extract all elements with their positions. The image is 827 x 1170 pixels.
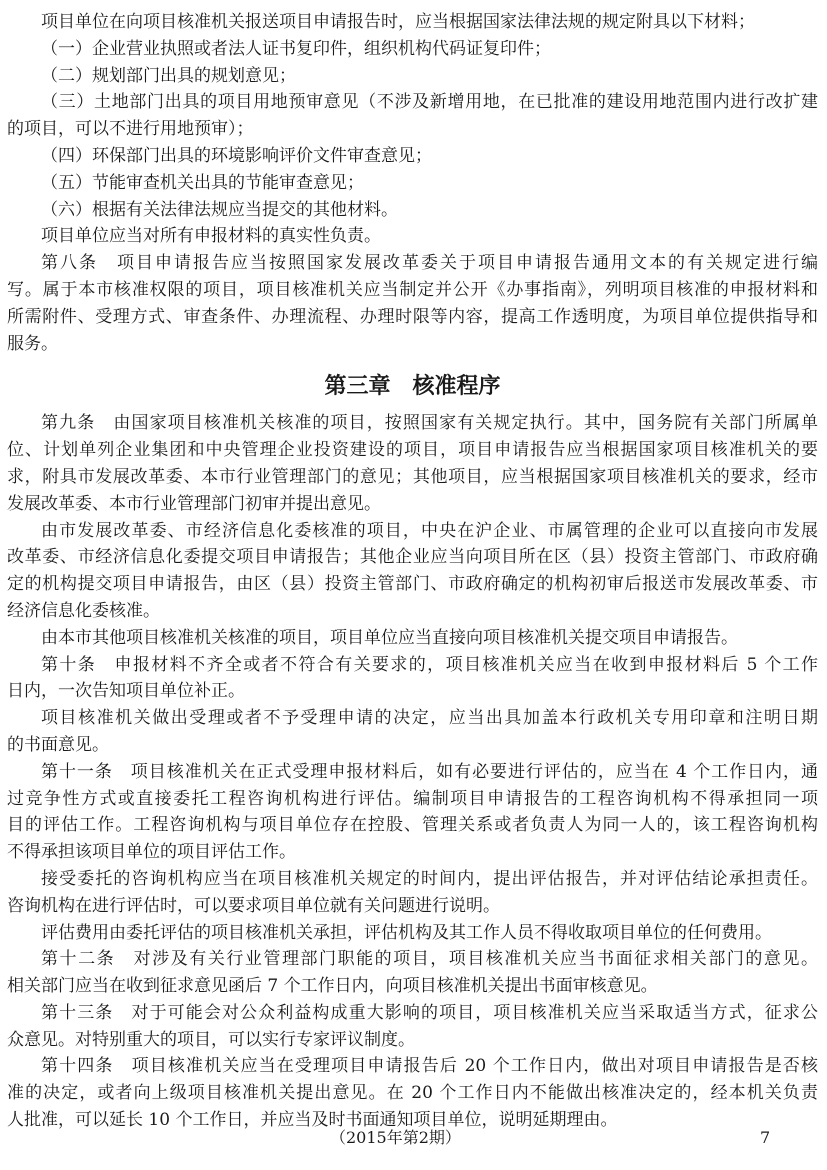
text-line: （一）企业营业执照或者法人证书复印件，组织机构代码证复印件； bbox=[41, 38, 551, 59]
text-line: 第十二条 对涉及有关行业管理部门职能的项目，项目核准机关应当书面征求相关部门的意见。 bbox=[41, 949, 818, 970]
paragraph bbox=[7, 625, 818, 652]
text-line: 过竞争性方式或直接委托工程咨询机构进行评估。编制项目申请报告的工程咨询机构不得承担同一项 bbox=[7, 788, 818, 809]
text-line: 定的机构提交项目申请报告，由区（县）投资主管部门、市政府确定的机构初审后报送市发展改革委、市 bbox=[7, 574, 818, 595]
text-line: （四）环保部门出具的环境影响评价文件审查意见； bbox=[41, 145, 432, 166]
paragraph bbox=[7, 9, 818, 36]
page-footer bbox=[0, 1126, 827, 1150]
text-line: 日内，一次告知项目单位补正。 bbox=[7, 681, 245, 702]
text-line: 不得承担该项目单位的项目评估工作。 bbox=[7, 842, 296, 863]
text-line: 第十四条 项目核准机关应当在受理项目申请报告后 20 个工作日内，做出对项目申请报告是否核 bbox=[41, 1056, 818, 1077]
paragraph bbox=[7, 89, 818, 143]
paragraph bbox=[7, 250, 818, 357]
text-line: 项目核准机关做出受理或者不予受理申请的决定，应当出具加盖本行政机关专用印章和注明日期 bbox=[41, 708, 818, 729]
text-line: 的书面意见。 bbox=[7, 734, 109, 755]
text-line: 准的决定，或者向上级项目核准机关提出意见。在 20 个工作日内不能做出核准决定的，经本机关负责 bbox=[7, 1083, 818, 1104]
text-line: 经济信息化委核准。 bbox=[7, 600, 160, 621]
text-line: 第十一条 项目核准机关在正式受理申报材料后，如有必要进行评估的，应当在 4 个工作日内，通 bbox=[41, 761, 818, 782]
paragraph bbox=[7, 223, 818, 250]
text-line: （六）根据有关法律法规应当提交的其他材料。 bbox=[41, 199, 398, 220]
issue-label: （2015年第2期） bbox=[330, 1128, 461, 1147]
paragraph bbox=[7, 759, 818, 866]
paragraph bbox=[7, 36, 818, 63]
paragraph bbox=[7, 652, 818, 706]
text-line: 第十三条 对于可能会对公众利益构成重大影响的项目，项目核准机关应当采取适当方式，征求公 bbox=[41, 1002, 818, 1023]
text-line: （三）土地部门出具的项目用地预审意见（不涉及新增用地，在已批准的建设用地范围内进行改扩建 bbox=[41, 92, 818, 113]
text-line: 服务。 bbox=[7, 333, 58, 354]
paragraph bbox=[7, 143, 818, 170]
text-line: 目的评估工作。工程咨询机构与项目单位存在控股、管理关系或者负责人为同一人的，该工程咨询机构 bbox=[7, 815, 818, 836]
paragraph bbox=[7, 170, 818, 197]
paragraph bbox=[7, 410, 818, 517]
text-line: （五）节能审查机关出具的节能审查意见； bbox=[41, 172, 364, 193]
section-before-heading bbox=[7, 9, 818, 357]
paragraph bbox=[7, 920, 818, 947]
chapter-heading: 第三章 核准程序 bbox=[324, 373, 501, 400]
paragraph bbox=[7, 866, 818, 920]
text-line: 由市发展改革委、市经济信息化委核准的项目，中央在沪企业、市属管理的企业可以直接向市发展 bbox=[41, 520, 818, 541]
paragraph bbox=[7, 946, 818, 1000]
text-line: 相关部门应当在收到征求意见函后 7 个工作日内，向项目核准机关提出书面审核意见。 bbox=[7, 976, 658, 997]
text-line: 项目单位应当对所有申报材料的真实性负责。 bbox=[41, 226, 381, 247]
text-line: 求，附具市发展改革委、本市行业管理部门的意见；其他项目，应当根据国家项目核准机关的要求，经市 bbox=[7, 466, 818, 487]
text-line: 接受委托的咨询机构应当在项目核准机关规定的时间内，提出评估报告，并对评估结论承担责任。 bbox=[41, 868, 818, 889]
paragraph bbox=[7, 518, 818, 625]
text-line: 评估费用由委托评估的项目核准机关承担，评估机构及其工作人员不得收取项目单位的任何费用。 bbox=[41, 922, 772, 943]
text-line: 由本市其他项目核准机关核准的项目，项目单位应当直接向项目核准机关提交项目申请报告。 bbox=[41, 627, 738, 648]
text-line: 写。属于本市核准权限的项目，项目核准机关应当制定并公开《办事指南》，列明项目核准的申报材料和 bbox=[7, 279, 818, 300]
text-line: 第九条 由国家项目核准机关核准的项目，按照国家有关规定执行。其中，国务院有关部门所属单 bbox=[41, 413, 818, 434]
paragraph bbox=[7, 197, 818, 224]
paragraph bbox=[7, 1053, 818, 1133]
paragraph bbox=[7, 705, 818, 759]
text-line: 人批准，可以延长 10 个工作日，并应当及时书面通知项目单位，说明延期理由。 bbox=[7, 1110, 618, 1131]
page-number: 7 bbox=[760, 1128, 771, 1147]
text-line: 改革委、市经济信息化委提交项目申请报告；其他企业应当向项目所在区（县）投资主管部门、市政府确 bbox=[7, 547, 818, 568]
section-after-heading bbox=[7, 410, 818, 1134]
text-line: 所需附件、受理方式、审查条件、办理流程、办理时限等内容，提高工作透明度，为项目单位提供指导和 bbox=[7, 306, 818, 327]
text-line: 项目单位在向项目核准机关报送项目申请报告时，应当根据国家法律法规的规定附具以下材料； bbox=[41, 12, 755, 32]
text-line: 的项目，可以不进行用地预审）； bbox=[7, 119, 254, 140]
paragraph bbox=[7, 63, 818, 90]
text-line: 发展改革委、本市行业管理部门初审并提出意见。 bbox=[7, 493, 381, 514]
text-line: 咨询机构在进行评估时，可以要求项目单位就有关问题进行说明。 bbox=[7, 895, 500, 916]
paragraph bbox=[7, 1000, 818, 1054]
text-line: 位、计划单列企业集团和中央管理企业投资建设的项目，项目申请报告应当根据国家项目核准机关的要 bbox=[7, 440, 818, 461]
text-line: 众意见。对特别重大的项目，可以实行专家评议制度。 bbox=[7, 1029, 415, 1050]
text-line: 第八条 项目申请报告应当按照国家发展改革委关于项目申请报告通用文本的有关规定进行编 bbox=[41, 253, 818, 274]
text-line: （二）规划部门出具的规划意见； bbox=[41, 65, 296, 86]
text-line: 第十条 申报材料不齐全或者不符合有关要求的，项目核准机关应当在收到申报材料后 5 个工作 bbox=[41, 654, 818, 675]
document-page bbox=[7, 9, 818, 1134]
